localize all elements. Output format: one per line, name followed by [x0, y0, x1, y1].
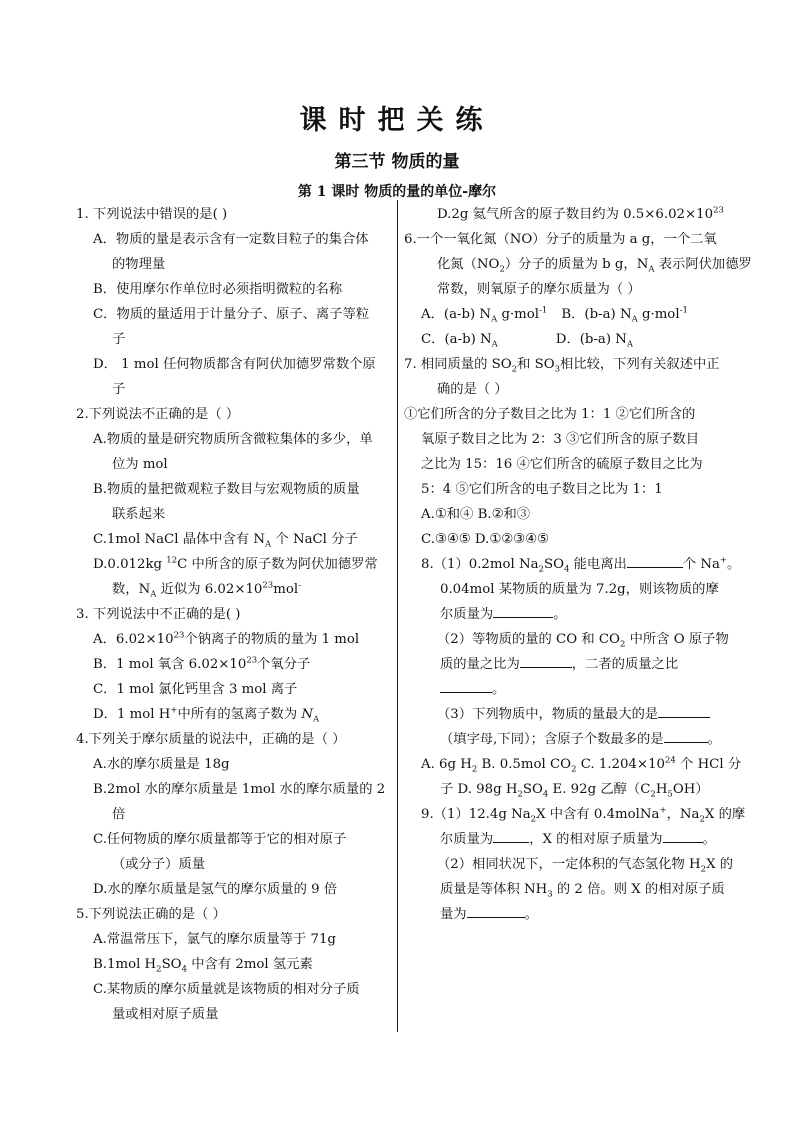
q4-option-c-cont: （或分子）质量	[112, 857, 206, 872]
q8-part1-line3: 尔质量为 。	[404, 602, 744, 627]
q2-stem: 2.下列说法不正确的是（ ）	[76, 407, 240, 422]
q2-option-d: D.0.012kg $^{12}$C 中所含的原子数为阿伏加德罗常	[93, 555, 378, 572]
q5-option-c: C.某物质的摩尔质量就是该物质的相对分子质	[93, 982, 360, 997]
q7-statement-1: ①它们所含的分子数目之比为 1：1 ②它们所含的	[404, 407, 696, 422]
q5-stem: 5.下列说法正确的是（ ）	[76, 907, 226, 922]
q7-options-cd: C.③④⑤ D.①②③④⑤	[421, 532, 549, 547]
q8-part2-line3: 。	[404, 677, 744, 702]
q2-option-a: A.物质的量是研究物质所含微粒集体的多少，单	[93, 432, 373, 447]
q1-option-a-cont: 的物理量	[112, 257, 166, 272]
q2-option-c: C.1mol NaCl 晶体中含有 $N_A$ 个 NaCl 分子	[93, 532, 358, 550]
q2-option-b-cont: 联系起来	[112, 507, 166, 522]
q4-stem: 4.下列关于摩尔质量的说法中，正确的是（ ）	[76, 732, 346, 747]
q7-stem-cont: 确的是（ ）	[437, 382, 508, 397]
q6-stem-end: 常数，则氧原子的摩尔质量为（ ）	[437, 282, 641, 297]
q3-stem: 3. 下列说法中不正确的是( )	[76, 607, 241, 622]
q1-stem: 1. 下列说法中错误的是( )	[76, 207, 228, 222]
q8-part3-options: A. 6g $H_2$ B. 0.5mol $CO_2$ C. $1.204\times 10^{24}$ 个 HCl 分	[421, 755, 742, 775]
q3-option-b: B．1 mol 氧含 $6.02\times 10^{23}$个氧分子	[93, 655, 311, 672]
q7-options-ab: A.①和④ B.②和③	[421, 507, 531, 522]
q5-option-a: A.常温常压下，氯气的摩尔质量等于 71g	[93, 932, 336, 947]
q6-stem-cont: 化氮$(NO_2)$分子的质量为 b g，$N_A$ 表示阿伏加德罗	[437, 257, 752, 275]
lesson-heading: 第 1 课时 物质的量的单位-摩尔	[297, 184, 497, 200]
q3-option-c: C．1 mol 氯化钙里含 3 mol 离子	[93, 682, 298, 697]
q8-part1-line2: 0.04mol 某物质的质量为 7.2g，则该物质的摩	[440, 582, 719, 597]
q7-stem: 7. 相同质量的 $SO_2$和 $SO_3$相比较，下列有关叙述中正	[404, 357, 720, 375]
q8-part3-options-cont: 子 D. 98g $H_2SO_4$ E. 92g 乙醇$(C_2H_5OH)$	[440, 782, 709, 800]
q9-part2-line2: 质量是等体积 $NH_3$ 的 2 倍。则 X 的相对原子质	[440, 882, 725, 900]
q2-option-a-cont: 位为 mol	[112, 457, 168, 472]
q8-part2-line2: 质的量之比为 ，二者的质量之比	[404, 652, 744, 677]
q4-option-a: A.水的摩尔质量是 18g	[93, 757, 230, 772]
q1-option-a: A．物质的量是表示含有一定数目粒子的集合体	[93, 232, 369, 247]
left-column	[76, 202, 392, 1027]
q1-option-c-cont: 子	[112, 332, 126, 347]
q7-statement-2: 氧原子数目之比为 2：3 ③它们所含的原子数目	[421, 432, 700, 447]
q4-option-d: D.水的摩尔质量是氢气的摩尔质量的 9 倍	[93, 882, 338, 897]
right-column	[404, 202, 752, 927]
q1-option-c: C．物质的量适用于计量分子、原子、离子等粒	[93, 307, 370, 322]
q1-option-b: B．使用摩尔作单位时必须指明微粒的名称	[93, 282, 343, 297]
column-divider	[397, 200, 398, 1032]
q3-option-a: A．$6.02\times 10^{23}$个钠离子的物质的量为 1 mol	[93, 630, 360, 647]
answer-blank[interactable]	[658, 703, 710, 718]
answer-blank[interactable]	[663, 828, 703, 843]
answer-blank[interactable]	[440, 678, 492, 693]
q7-statement-3: 之比为 15：16 ④它们所含的硫原子数目之比为	[421, 457, 703, 472]
q4-option-c: C.任何物质的摩尔质量都等于它的相对原子	[93, 832, 347, 847]
q6-options-ab: A．(a-b) $N_A$ g·mol$^{-1}$ B．(b-a) $N_A$ g·mol$^{-1}$	[421, 305, 688, 325]
q1-option-d-cont: 子	[112, 382, 126, 397]
answer-blank[interactable]	[627, 553, 683, 568]
q8-part3: （3）下列物质中，物质的量最大的是	[404, 702, 744, 727]
q9-part2-line3: 量为 。	[404, 902, 744, 927]
answer-blank[interactable]	[493, 828, 529, 843]
q5-option-d: D.2g 氦气所含的原子数目约为 $0.5\times 6.02\times 10^{23}$	[437, 205, 724, 222]
q4-option-b: B.2mol 水的摩尔质量是 1mol 水的摩尔质量的 2	[93, 782, 386, 797]
q6-stem: 6.一个一氧化氮（NO）分子的质量为 a g，一个二氧	[404, 232, 717, 247]
answer-blank[interactable]	[520, 653, 572, 668]
answer-blank[interactable]	[664, 728, 708, 743]
q8-part2: （2）等物质的量的 CO 和 $CO_2$ 中所含 O 原子物	[437, 632, 729, 650]
q6-options-cd: C．(a-b) $N_A$ D．(b-a) $N_A$	[421, 332, 634, 350]
q2-option-d-cont: 数，$N_A$ 近似为 $6.02\times 10^{23}mol^-$	[112, 580, 301, 600]
q2-option-b: B.物质的量把微观粒子数目与宏观物质的质量	[93, 482, 360, 497]
q5-option-b: B.1mol $H_2SO_4$ 中含有 2mol 氢元素	[93, 957, 313, 975]
page-title: 课时把关练	[299, 105, 495, 136]
q7-statement-4: 5：4 ⑤它们所含的电子数目之比为 1：1	[421, 482, 663, 497]
q8-part3-line2: （填字母,下同）；含原子个数最多的是 。	[404, 727, 744, 752]
answer-blank[interactable]	[467, 903, 525, 918]
q9-part2: （2）相同状况下，一定体积的气态氢化物 $H_2X$ 的	[437, 857, 734, 875]
q1-option-d: D． 1 mol 任何物质都含有阿伏加德罗常数个原	[93, 357, 376, 372]
section-heading: 第三节 物质的量	[334, 152, 460, 172]
q5-option-c-cont: 量或相对原子质量	[112, 1007, 219, 1022]
q4-option-b-cont: 倍	[112, 807, 126, 822]
answer-blank[interactable]	[493, 603, 553, 618]
q3-option-d: D．1 mol H+中所有的氢离子数为 $N_A$	[93, 705, 320, 725]
q9-part1: 9.（1）12.4g $Na_2X$ 中含有 0.4molNa+，$Na_2X$ 的摩	[421, 805, 746, 825]
q8-part1: 8.（1）0.2mol $Na_2SO_4$ 能电离出 个 Na+。	[404, 552, 744, 577]
q9-part1-line2: 尔质量为 ，X 的相对原子质量为 。	[404, 827, 744, 852]
